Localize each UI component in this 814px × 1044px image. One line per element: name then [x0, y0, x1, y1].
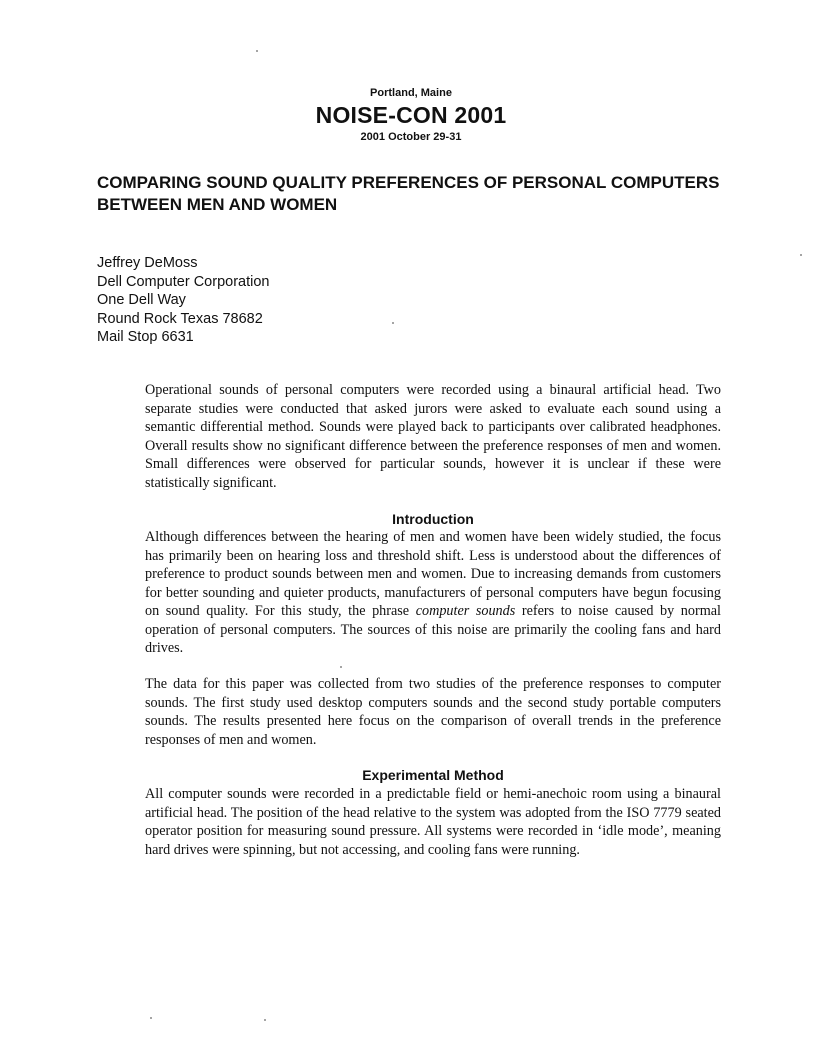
conference-dates: 2001 October 29-31: [360, 131, 462, 143]
scan-speck: [264, 1019, 266, 1021]
author-name: Jeffrey DeMoss: [97, 255, 198, 271]
scan-speck: [256, 50, 258, 52]
author-mail-stop: Mail Stop 6631: [97, 329, 194, 345]
introduction-paragraph-2: The data for this paper was collected from two studies of the preference responses to computer sounds. The first study used desktop computers sounds and the second study portable computers sounds. The results presented here focus on the comparison of overall trends in the preference responses of men and women.: [145, 676, 721, 748]
introduction-paragraph-1: [145, 528, 721, 658]
scan-speck: [150, 1017, 152, 1019]
scan-speck: [340, 666, 342, 668]
conference-location: Portland, Maine: [370, 87, 452, 99]
author-street: One Dell Way: [97, 292, 186, 308]
method-paragraph-1: All computer sounds were recorded in a predictable field or hemi-anechoic room using a binaural artificial head. The position of the head relative to the system was adopted from the ISO 7779 seated operator position for measuring sound pressure. All systems were recorded in ‘idle mode’, meaning hard drives were spinning, but not accessing, and cooling fans were running.: [145, 786, 721, 858]
author-organization: Dell Computer Corporation: [97, 273, 270, 290]
introduction-text-after-term: refers to noise caused by normal operation of personal computers. The sources of this noise are primarily the cooling fans and hard drives.: [145, 603, 721, 656]
author-city: Round Rock Texas 78682: [97, 310, 263, 327]
author-block: [97, 254, 269, 347]
paper-title: COMPARING SOUND QUALITY PREFERENCES OF PERSONAL COMPUTERS BETWEEN MEN AND WOMEN: [97, 173, 720, 214]
abstract: Operational sounds of personal computers were recorded using a binaural artificial head. Two separate studies were conducted that asked jurors were asked to evaluate each sound using a semantic differential method. Sounds were played back to participants over calibrated headphones. Overall results show no significant difference between the preference responses of men and women. Small differences were observed for particular sounds, however it is unclear if these were statistically significant.: [145, 382, 721, 491]
introduction-text-before-term: Although differences between the hearing of men and women have been widely studied, the focus has primarily been on hearing loss and threshold shift. Less is understood about the differences of preference to product sounds between men and women. Due to increasing demands from customers for better sounding and quieter products, manufacturers of personal computers have begun focusing on sound quality. For this study, the phrase: [145, 529, 721, 619]
scan-speck: [800, 254, 802, 256]
introduction-term-italic: computer sounds: [415, 603, 516, 619]
conference-name: NOISE-CON 2001: [315, 102, 507, 128]
introduction-heading: Introduction: [392, 511, 474, 527]
method-heading: Experimental Method: [362, 767, 504, 783]
scan-speck: [392, 322, 394, 324]
